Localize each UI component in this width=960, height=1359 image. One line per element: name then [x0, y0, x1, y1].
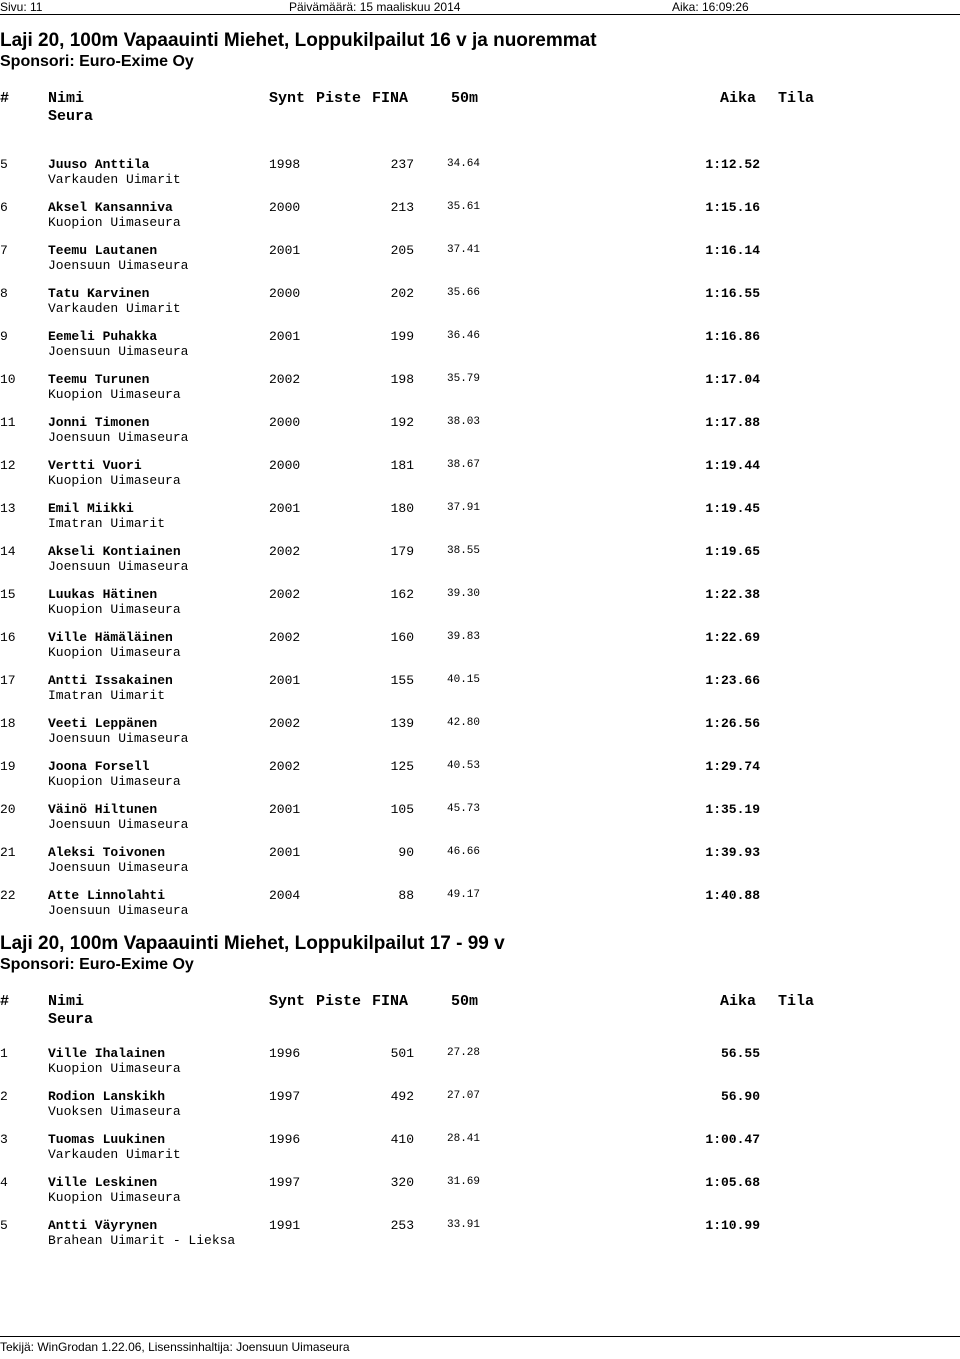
final-time: 1:16.14 [705, 243, 760, 258]
event-title: Laji 20, 100m Vapaauinti Miehet, Loppukilpailut 17 - 99 v [0, 933, 505, 954]
footer-credit: Tekijä: WinGrodan 1.22.06, Lisenssinhaltija: Joensuun Uimaseura [0, 1340, 350, 1354]
result-rank: 7 [0, 243, 8, 258]
final-time: 56.90 [720, 1089, 760, 1104]
birth-year: 2000 [269, 415, 301, 430]
swimmer-name: Antti Issakainen [48, 673, 173, 688]
fina-points: 320 [390, 1175, 414, 1190]
birth-year: 1996 [269, 1132, 301, 1147]
final-time: 1:15.16 [705, 200, 760, 215]
result-rank: 3 [0, 1132, 8, 1147]
column-header-club: Seura [48, 1011, 94, 1028]
final-time: 1:17.88 [705, 415, 760, 430]
swimmer-name: Atte Linnolahti [48, 888, 166, 903]
column-header-club: Seura [48, 108, 94, 125]
club-name: Brahean Uimarit - Lieksa [48, 1233, 236, 1248]
final-time: 1:16.55 [705, 286, 760, 301]
column-header-name: Nimi [48, 90, 85, 107]
column-header-name: Nimi [48, 993, 85, 1010]
final-time: 56.55 [720, 1046, 760, 1061]
split-50m: 45.73 [447, 803, 481, 815]
split-50m: 40.15 [447, 674, 481, 686]
swimmer-name: Veeti Leppänen [48, 716, 158, 731]
result-row [0, 1218, 960, 1258]
fina-points: 160 [390, 630, 414, 645]
split-50m: 38.55 [447, 545, 481, 557]
results-table-header [0, 993, 960, 1033]
split-50m: 31.69 [447, 1176, 481, 1188]
result-row [0, 243, 960, 283]
result-row [0, 458, 960, 498]
birth-year: 2000 [269, 286, 301, 301]
column-header-points: Piste [316, 993, 362, 1010]
final-time: 1:00.47 [705, 1132, 760, 1147]
final-time: 1:22.38 [705, 587, 760, 602]
club-name: Varkauden Uimarit [48, 172, 181, 187]
birth-year: 2002 [269, 630, 301, 645]
final-time: 1:19.65 [705, 544, 760, 559]
result-row [0, 286, 960, 326]
swimmer-name: Tatu Karvinen [48, 286, 150, 301]
club-name: Kuopion Uimaseura [48, 473, 181, 488]
birth-year: 2002 [269, 587, 301, 602]
result-row [0, 587, 960, 627]
club-name: Joensuun Uimaseura [48, 860, 189, 875]
club-name: Kuopion Uimaseura [48, 602, 181, 617]
final-time: 1:29.74 [705, 759, 760, 774]
event-sponsor: Sponsori: Euro-Exime Oy [0, 53, 194, 70]
birth-year: 2004 [269, 888, 301, 903]
swimmer-name: Juuso Anttila [48, 157, 150, 172]
column-header-status: Tila [778, 993, 815, 1010]
column-header-fina: FINA [372, 993, 409, 1010]
final-time: 1:39.93 [705, 845, 760, 860]
final-time: 1:23.66 [705, 673, 760, 688]
birth-year: 2002 [269, 716, 301, 731]
result-row [0, 1132, 960, 1172]
result-rank: 4 [0, 1175, 8, 1190]
final-time: 1:10.99 [705, 1218, 760, 1233]
final-time: 1:17.04 [705, 372, 760, 387]
column-header-time: Aika [720, 993, 757, 1010]
split-50m: 27.07 [447, 1090, 481, 1102]
swimmer-name: Rodion Lanskikh [48, 1089, 166, 1104]
birth-year: 1997 [269, 1175, 301, 1190]
page-number: Sivu: 11 [0, 0, 43, 14]
club-name: Kuopion Uimaseura [48, 215, 181, 230]
split-50m: 36.46 [447, 330, 481, 342]
fina-points: 155 [390, 673, 414, 688]
column-header-rank: # [0, 993, 10, 1010]
swimmer-name: Ville Leskinen [48, 1175, 158, 1190]
split-50m: 37.91 [447, 502, 481, 514]
result-rank: 1 [0, 1046, 8, 1061]
club-name: Joensuun Uimaseura [48, 731, 189, 746]
swimmer-name: Eemeli Puhakka [48, 329, 158, 344]
split-50m: 28.41 [447, 1133, 481, 1145]
split-50m: 35.66 [447, 287, 481, 299]
club-name: Varkauden Uimarit [48, 301, 181, 316]
swimmer-name: Aleksi Toivonen [48, 845, 166, 860]
report-time: Aika: 16:09:26 [672, 0, 749, 14]
swimmer-name: Väinö Hiltunen [48, 802, 158, 817]
swimmer-name: Vertti Vuori [48, 458, 142, 473]
split-50m: 49.17 [447, 889, 481, 901]
fina-points: 125 [390, 759, 414, 774]
fina-points: 253 [390, 1218, 414, 1233]
result-rank: 16 [0, 630, 16, 645]
result-rank: 2 [0, 1089, 8, 1104]
club-name: Joensuun Uimaseura [48, 903, 189, 918]
column-header-year: Synt [269, 993, 306, 1010]
column-header-split: 50m [451, 993, 479, 1010]
result-row [0, 329, 960, 369]
fina-points: 90 [398, 845, 414, 860]
result-rank: 5 [0, 1218, 8, 1233]
page-footer [0, 1336, 960, 1359]
club-name: Joensuun Uimaseura [48, 344, 189, 359]
fina-points: 237 [390, 157, 414, 172]
club-name: Joensuun Uimaseura [48, 430, 189, 445]
column-header-year: Synt [269, 90, 306, 107]
result-row [0, 802, 960, 842]
results-table-header [0, 90, 960, 130]
fina-points: 501 [390, 1046, 414, 1061]
birth-year: 2000 [269, 200, 301, 215]
page-header [0, 0, 960, 15]
result-row [0, 544, 960, 584]
fina-points: 162 [390, 587, 414, 602]
split-50m: 33.91 [447, 1219, 481, 1231]
column-header-points: Piste [316, 90, 362, 107]
club-name: Kuopion Uimaseura [48, 387, 181, 402]
split-50m: 27.28 [447, 1047, 481, 1059]
club-name: Imatran Uimarit [48, 516, 166, 531]
split-50m: 38.67 [447, 459, 481, 471]
split-50m: 40.53 [447, 760, 481, 772]
fina-points: 410 [390, 1132, 414, 1147]
column-header-status: Tila [778, 90, 815, 107]
result-rank: 15 [0, 587, 16, 602]
result-rank: 6 [0, 200, 8, 215]
fina-points: 202 [390, 286, 414, 301]
result-row [0, 630, 960, 670]
column-header-fina: FINA [372, 90, 409, 107]
split-50m: 35.61 [447, 201, 481, 213]
swimmer-name: Luukas Hätinen [48, 587, 158, 602]
final-time: 1:16.86 [705, 329, 760, 344]
split-50m: 34.64 [447, 158, 481, 170]
result-row [0, 888, 960, 928]
club-name: Imatran Uimarit [48, 688, 166, 703]
birth-year: 2001 [269, 243, 301, 258]
club-name: Kuopion Uimaseura [48, 774, 181, 789]
split-50m: 42.80 [447, 717, 481, 729]
final-time: 1:12.52 [705, 157, 760, 172]
birth-year: 2002 [269, 372, 301, 387]
final-time: 1:19.45 [705, 501, 760, 516]
result-rank: 17 [0, 673, 16, 688]
swimmer-name: Teemu Lautanen [48, 243, 158, 258]
fina-points: 205 [390, 243, 414, 258]
birth-year: 1998 [269, 157, 301, 172]
club-name: Varkauden Uimarit [48, 1147, 181, 1162]
split-50m: 46.66 [447, 846, 481, 858]
club-name: Joensuun Uimaseura [48, 559, 189, 574]
event-sponsor: Sponsori: Euro-Exime Oy [0, 956, 194, 973]
result-row [0, 415, 960, 455]
fina-points: 199 [390, 329, 414, 344]
swimmer-name: Emil Miikki [48, 501, 134, 516]
split-50m: 39.83 [447, 631, 481, 643]
result-rank: 10 [0, 372, 16, 387]
fina-points: 105 [390, 802, 414, 817]
final-time: 1:26.56 [705, 716, 760, 731]
club-name: Vuoksen Uimaseura [48, 1104, 181, 1119]
swimmer-name: Jonni Timonen [48, 415, 150, 430]
fina-points: 198 [390, 372, 414, 387]
result-row [0, 673, 960, 713]
final-time: 1:22.69 [705, 630, 760, 645]
split-50m: 38.03 [447, 416, 481, 428]
fina-points: 192 [390, 415, 414, 430]
swimmer-name: Ville Ihalainen [48, 1046, 166, 1061]
birth-year: 1997 [269, 1089, 301, 1104]
final-time: 1:40.88 [705, 888, 760, 903]
result-row [0, 759, 960, 799]
swimmer-name: Akseli Kontiainen [48, 544, 181, 559]
result-rank: 18 [0, 716, 16, 731]
club-name: Kuopion Uimaseura [48, 1190, 181, 1205]
result-rank: 14 [0, 544, 16, 559]
club-name: Kuopion Uimaseura [48, 1061, 181, 1076]
birth-year: 1996 [269, 1046, 301, 1061]
fina-points: 492 [390, 1089, 414, 1104]
result-rank: 9 [0, 329, 8, 344]
result-row [0, 1175, 960, 1215]
fina-points: 213 [390, 200, 414, 215]
fina-points: 181 [390, 458, 414, 473]
result-row [0, 372, 960, 412]
birth-year: 1991 [269, 1218, 301, 1233]
birth-year: 2001 [269, 845, 301, 860]
fina-points: 139 [390, 716, 414, 731]
birth-year: 2002 [269, 759, 301, 774]
split-50m: 37.41 [447, 244, 481, 256]
result-row [0, 1046, 960, 1086]
birth-year: 2001 [269, 673, 301, 688]
birth-year: 2001 [269, 329, 301, 344]
swimmer-name: Tuomas Luukinen [48, 1132, 166, 1147]
final-time: 1:35.19 [705, 802, 760, 817]
result-rank: 8 [0, 286, 8, 301]
result-rank: 19 [0, 759, 16, 774]
club-name: Kuopion Uimaseura [48, 645, 181, 660]
result-rank: 13 [0, 501, 16, 516]
column-header-rank: # [0, 90, 10, 107]
swimmer-name: Antti Väyrynen [48, 1218, 158, 1233]
split-50m: 39.30 [447, 588, 481, 600]
club-name: Joensuun Uimaseura [48, 817, 189, 832]
result-rank: 12 [0, 458, 16, 473]
birth-year: 2001 [269, 501, 301, 516]
result-row [0, 501, 960, 541]
birth-year: 2001 [269, 802, 301, 817]
swimmer-name: Joona Forsell [48, 759, 150, 774]
column-header-time: Aika [720, 90, 757, 107]
fina-points: 88 [398, 888, 414, 903]
split-50m: 35.79 [447, 373, 481, 385]
swimmer-name: Teemu Turunen [48, 372, 150, 387]
birth-year: 2002 [269, 544, 301, 559]
event-title: Laji 20, 100m Vapaauinti Miehet, Loppukilpailut 16 v ja nuoremmat [0, 30, 597, 51]
result-rank: 21 [0, 845, 16, 860]
result-rank: 22 [0, 888, 16, 903]
result-rank: 20 [0, 802, 16, 817]
swimmer-name: Ville Hämäläinen [48, 630, 173, 645]
fina-points: 180 [390, 501, 414, 516]
birth-year: 2000 [269, 458, 301, 473]
fina-points: 179 [390, 544, 414, 559]
result-row [0, 1089, 960, 1129]
report-date: Päivämäärä: 15 maaliskuu 2014 [289, 0, 461, 14]
result-row [0, 716, 960, 756]
result-row [0, 200, 960, 240]
result-row [0, 845, 960, 885]
result-row [0, 157, 960, 197]
final-time: 1:19.44 [705, 458, 760, 473]
result-rank: 5 [0, 157, 8, 172]
column-header-split: 50m [451, 90, 479, 107]
swimmer-name: Aksel Kansanniva [48, 200, 173, 215]
final-time: 1:05.68 [705, 1175, 760, 1190]
club-name: Joensuun Uimaseura [48, 258, 189, 273]
result-rank: 11 [0, 415, 16, 430]
